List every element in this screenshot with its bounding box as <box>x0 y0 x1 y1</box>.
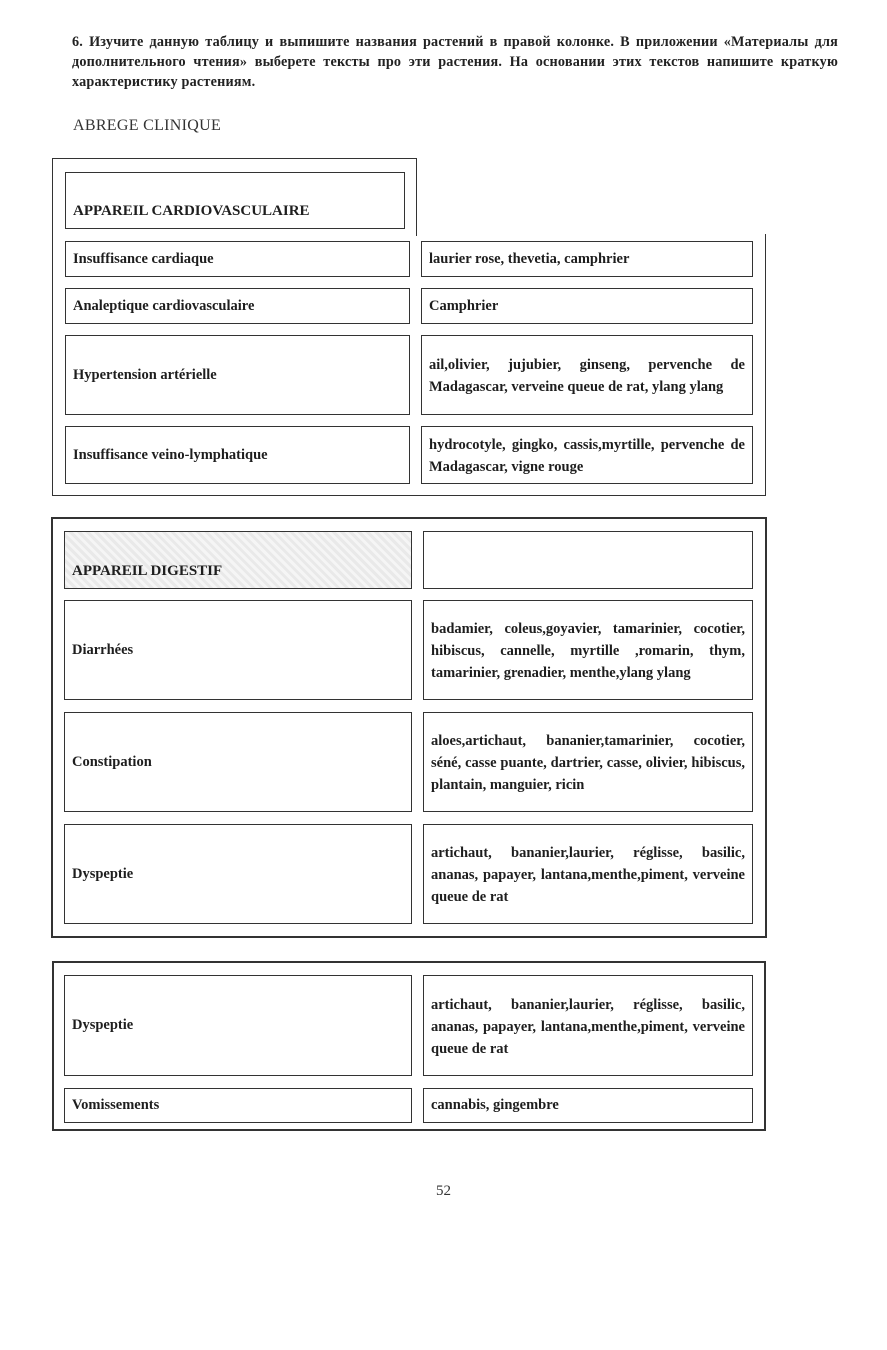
table-row-condition: Vomissements <box>64 1088 412 1123</box>
table-row-condition: Insuffisance cardiaque <box>65 241 410 277</box>
plants-text: badamier, coleus,goyavier, tamarinier, cocotier, hibiscus, cannelle, myrtille ,romarin, thym, tamarinier, grenadier, menthe,ylang ylang <box>431 621 745 681</box>
table-row-condition: Hypertension artérielle <box>65 335 410 415</box>
table-row-plants <box>421 426 753 484</box>
exercise-instructions: 6. Изучите данную таблицу и выпишите названия растений в правой колонке. В приложении «Материалы для дополнительного чтения» выберете тексты про эти растения. На основании этих текстов напишите краткую характеристику растениям. <box>72 34 838 90</box>
table-title-empty-cell <box>423 531 753 589</box>
table-row-condition: Diarrhées <box>64 600 412 700</box>
table-row-condition: Dyspeptie <box>64 975 412 1076</box>
table-row-plants <box>423 975 753 1076</box>
table-row-plants: cannabis, gingembre <box>423 1088 753 1123</box>
page-number: 52 <box>436 1183 451 1199</box>
table-row-plants <box>423 824 753 924</box>
table-row-plants: laurier rose, thevetia, camphrier <box>421 241 753 277</box>
table-row-condition: Constipation <box>64 712 412 812</box>
table-title: APPAREIL DIGESTIF <box>64 531 412 589</box>
plants-text: hydrocotyle, gingko, cassis,myrtille, pervenche de Madagascar, vigne rouge <box>429 437 745 475</box>
table-row-plants <box>421 335 753 415</box>
table-title: APPAREIL CARDIOVASCULAIRE <box>65 172 405 229</box>
table-row-condition: Analeptique cardiovasculaire <box>65 288 410 324</box>
table-row-condition: Insuffisance veino-lymphatique <box>65 426 410 484</box>
table-row-plants <box>423 712 753 812</box>
plants-text: aloes,artichaut, bananier,tamarinier, cocotier, séné, casse puante, dartrier, casse, olivier, hibiscus, plantain, manguier, ricin <box>431 733 745 793</box>
table-row-plants: Camphrier <box>421 288 753 324</box>
plants-text: artichaut, bananier,laurier, réglisse, basilic, ananas, papayer, lantana,menthe,piment, verveine queue de rat <box>431 845 745 905</box>
table-row-condition: Dyspeptie <box>64 824 412 924</box>
table-row-plants <box>423 600 753 700</box>
plants-text: ail,olivier, jujubier, ginseng, pervenche de Madagascar, verveine queue de rat, ylang ylang <box>429 357 745 395</box>
plants-text: artichaut, bananier,laurier, réglisse, basilic, ananas, papayer, lantana,menthe,piment, verveine queue de rat <box>431 996 745 1057</box>
section-heading: ABREGE CLINIQUE <box>73 117 222 134</box>
